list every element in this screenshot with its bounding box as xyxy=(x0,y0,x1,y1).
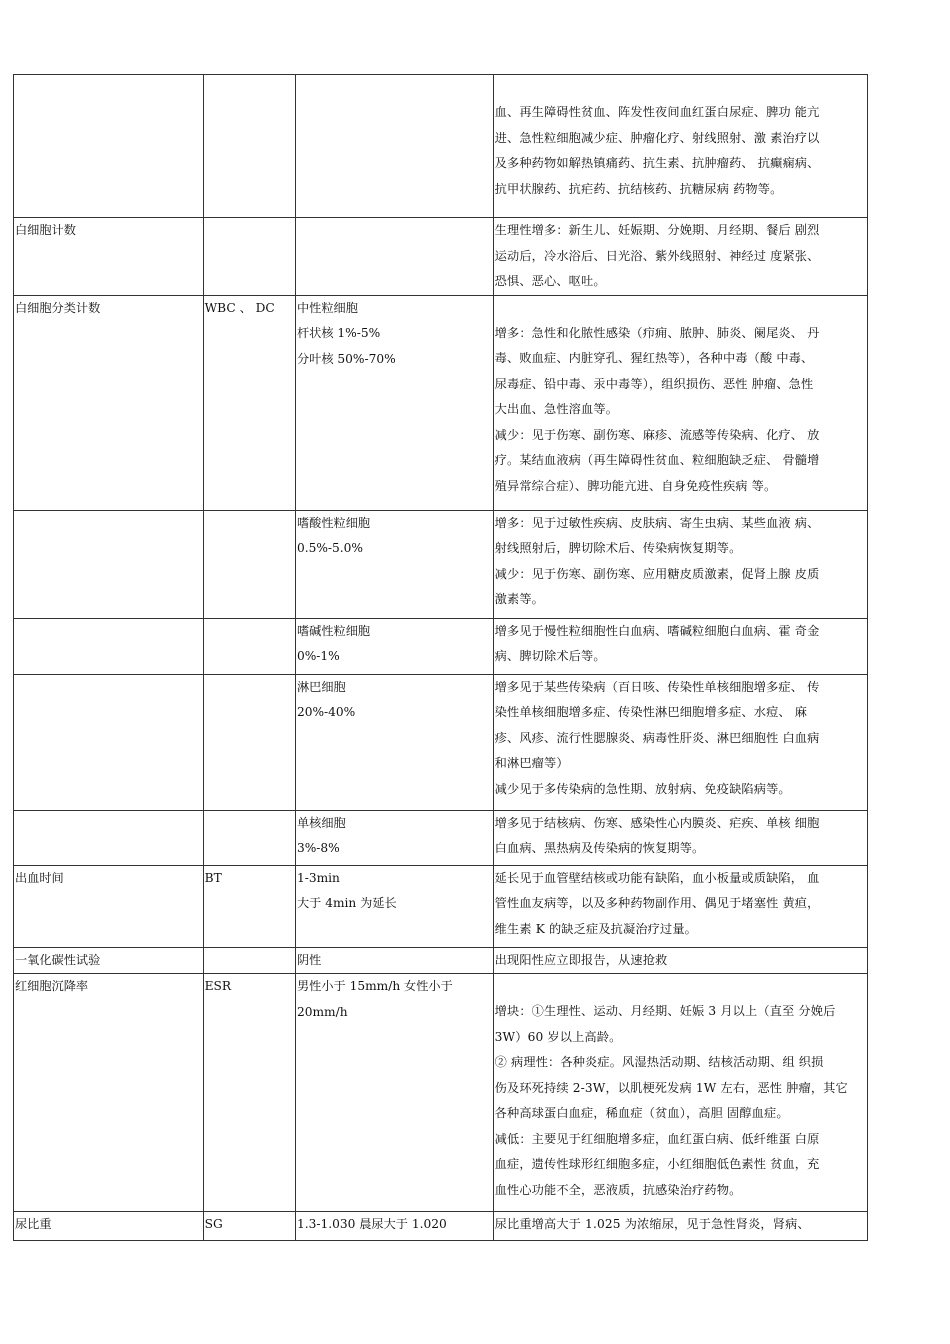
item-name-cell xyxy=(14,674,204,810)
reference-range-line: 0%-1% xyxy=(296,649,340,663)
reference-range-cell xyxy=(295,974,493,1212)
clinical-significance-line: 增多：见于过敏性疾病、皮肤病、寄生虫病、某些血液 病、 xyxy=(494,515,820,530)
clinical-significance-line: 射线照射后，脾切除术后、传染病恢复期等。 xyxy=(494,541,742,555)
clinical-significance-line: 减少：见于伤寒、副伤寒、麻疹、流感等传染病、化疗、 放 xyxy=(494,427,820,442)
item-name-cell xyxy=(14,810,204,865)
reference-range-line: 20mm/h xyxy=(296,1004,348,1019)
reference-range-cell xyxy=(295,75,493,218)
clinical-significance-line: 生理性增多：新生儿、妊娠期、分娩期、月经期、餐后 剧烈 xyxy=(494,223,820,237)
reference-range-line: 0.5%-5.0% xyxy=(296,541,364,555)
clinical-significance-line: 殖异常综合症）、脾功能亢进、自身免疫性疾病 等。 xyxy=(494,478,777,493)
clinical-significance-cell xyxy=(493,218,867,296)
clinical-significance-cell xyxy=(493,510,867,618)
clinical-significance-line: 增多：急性和化脓性感染（疖痈、脓肿、肺炎、阑尾炎、 丹 xyxy=(494,325,820,340)
clinical-significance-line: 和淋巴瘤等） xyxy=(494,756,569,770)
table-row xyxy=(14,947,868,974)
clinical-significance-line: 白血病、黑热病及传染病的恢复期等。 xyxy=(494,841,705,855)
table-body xyxy=(14,75,868,1241)
clinical-significance-line: 管性血友病等，以及多种药物副作用、偶见于堵塞性 黄疸， xyxy=(494,896,820,910)
reference-range-line: 嗜酸性粒细胞 xyxy=(296,515,371,530)
clinical-significance-cell xyxy=(493,674,867,810)
abbreviation-cell xyxy=(203,865,295,947)
abbreviation-cell xyxy=(203,674,295,810)
blank-line xyxy=(495,974,867,999)
item-name: 白细胞分类计数 xyxy=(15,300,101,315)
item-name: 白细胞计数 xyxy=(15,223,76,237)
reference-range-line: 1.3-1.030 晨尿大于 1.020 xyxy=(296,1217,447,1231)
abbreviation-cell xyxy=(203,218,295,296)
item-name: 出血时间 xyxy=(15,870,64,885)
clinical-significance-cell xyxy=(493,1212,867,1241)
item-abbreviation: ESR xyxy=(204,979,232,993)
clinical-significance-line: ② 病理性：各种炎症。风湿热活动期、结核活动期、组 织损 xyxy=(494,1055,824,1069)
table-row xyxy=(14,218,868,296)
table-row xyxy=(14,810,868,865)
table-row xyxy=(14,974,868,1212)
clinical-significance-line: 3W）60 岁以上高龄。 xyxy=(494,1029,622,1044)
item-name-cell xyxy=(14,865,204,947)
item-name-cell xyxy=(14,75,204,218)
reference-range-cell xyxy=(295,674,493,810)
clinical-significance-line: 减少见于多传染病的急性期、放射病、免疫缺陷病等。 xyxy=(494,781,791,796)
item-name-cell xyxy=(14,510,204,618)
table-row xyxy=(14,1212,868,1241)
clinical-significance-line: 激素等。 xyxy=(494,592,545,606)
clinical-significance-line: 血性心功能不全，恶液质，抗感染治疗药物。 xyxy=(494,1182,742,1197)
clinical-significance-line: 毒、败血症、内脏穿孔、猩红热等），各种中毒（酸 中毒、 xyxy=(494,351,814,365)
reference-table xyxy=(13,74,868,1241)
item-name-cell xyxy=(14,618,204,674)
abbreviation-cell xyxy=(203,1212,295,1241)
clinical-significance-cell xyxy=(493,810,867,865)
reference-range-line: 大于 4min 为延长 xyxy=(296,896,397,910)
clinical-significance-line: 尿比重增高大于 1.025 为浓缩尿，见于急性肾炎，肾病、 xyxy=(494,1217,810,1231)
reference-range-line: 单核细胞 xyxy=(296,815,346,830)
table-row xyxy=(14,75,868,218)
abbreviation-cell xyxy=(203,947,295,974)
reference-range-cell xyxy=(295,810,493,865)
clinical-significance-line: 及多种药物如解热镇痛药、抗生素、抗肿瘤药、 抗癫痫病、 xyxy=(494,156,820,170)
abbreviation-cell xyxy=(203,618,295,674)
clinical-significance-line: 病、脾切除术后等。 xyxy=(494,649,606,663)
reference-range-cell xyxy=(295,1212,493,1241)
clinical-significance-line: 运动后，冷水浴后、日光浴、紫外线照射、神经过 度紧张、 xyxy=(494,248,820,263)
table-row xyxy=(14,295,868,510)
reference-range-line: 20%-40% xyxy=(296,705,356,719)
clinical-significance-line: 抗甲状腺药、抗疟药、抗结核药、抗糖尿病 药物等。 xyxy=(494,181,783,196)
item-abbreviation: WBC 、 DC xyxy=(204,300,275,315)
clinical-significance-line: 尿毒症、铅中毒、汞中毒等），组织损伤、恶性 肿瘤、急性 xyxy=(494,376,814,391)
item-name-cell xyxy=(14,1212,204,1241)
clinical-significance-line: 血、再生障碍性贫血、阵发性夜间血红蛋白尿症、脾功 能亢 xyxy=(494,105,820,119)
item-name-cell xyxy=(14,974,204,1212)
item-name-cell xyxy=(14,947,204,974)
clinical-significance-line: 减少：见于伤寒、副伤寒、应用糖皮质激素，促肾上腺 皮质 xyxy=(494,566,820,581)
abbreviation-cell xyxy=(203,295,295,510)
item-name-cell xyxy=(14,295,204,510)
clinical-significance-cell xyxy=(493,75,867,218)
item-name-cell xyxy=(14,218,204,296)
reference-range-cell xyxy=(295,865,493,947)
reference-range-line: 杆状核 1%-5% xyxy=(296,326,381,340)
clinical-significance-line: 进、急性粒细胞减少症、肿瘤化疗、射线照射、激 素治疗以 xyxy=(494,130,820,145)
abbreviation-cell xyxy=(203,974,295,1212)
item-abbreviation: BT xyxy=(204,870,222,885)
clinical-significance-line: 血症，遗传性球形红细胞多症，小红细胞低色素性 贫血，充 xyxy=(494,1157,820,1171)
clinical-significance-line: 增块：①生理性、运动、月经期、妊娠 3 月以上（直至 分娩后 xyxy=(494,1004,836,1018)
clinical-significance-line: 疗。某结血液病（再生障碍性贫血、粒细胞缺乏症、 骨髓增 xyxy=(494,453,820,467)
clinical-significance-cell xyxy=(493,295,867,510)
table-row xyxy=(14,618,868,674)
reference-range-line: 阴性 xyxy=(296,952,322,967)
reference-range-line: 中性粒细胞 xyxy=(296,300,358,315)
reference-range-line: 淋巴细胞 xyxy=(296,679,346,694)
clinical-significance-line: 染性单核细胞增多症、传染性淋巴细胞增多症、水痘、 麻 xyxy=(494,705,808,719)
item-name: 一氧化碳性试验 xyxy=(15,952,101,967)
clinical-significance-cell xyxy=(493,974,867,1212)
clinical-significance-line: 各种高球蛋白血症，稀血症（贫血），高胆 固醇血症。 xyxy=(494,1106,789,1120)
clinical-significance-line: 延长见于血管壁结核或功能有缺陷，血小板量或质缺陷， 血 xyxy=(494,870,820,885)
reference-range-cell xyxy=(295,947,493,974)
item-name: 尿比重 xyxy=(15,1217,52,1231)
abbreviation-cell xyxy=(203,810,295,865)
item-abbreviation: SG xyxy=(204,1217,223,1231)
reference-range-line: 男性小于 15mm/h 女性小于 xyxy=(296,979,453,993)
abbreviation-cell xyxy=(203,510,295,618)
reference-range-cell xyxy=(295,510,493,618)
blank-line xyxy=(495,296,867,321)
reference-range-line: 1-3min xyxy=(296,870,340,885)
clinical-significance-cell xyxy=(493,618,867,674)
clinical-significance-line: 伤及环死持续 2-3W，以肌梗死发病 1W 左右，恶性 肿瘤，其它 xyxy=(494,1080,848,1095)
reference-range-cell xyxy=(295,618,493,674)
abbreviation-cell xyxy=(203,75,295,218)
clinical-significance-line: 疹、风疹、流行性腮腺炎、病毒性肝炎、淋巴细胞性 白血病 xyxy=(494,730,820,745)
clinical-significance-line: 恐惧、恶心、呕吐。 xyxy=(494,274,606,288)
clinical-significance-line: 增多见于结核病、伤寒、感染性心内膜炎、疟疾、单核 细胞 xyxy=(494,815,820,830)
item-name: 红细胞沉降率 xyxy=(15,979,89,993)
blank-line xyxy=(495,75,867,100)
table-row xyxy=(14,510,868,618)
table-row xyxy=(14,865,868,947)
clinical-significance-cell xyxy=(493,947,867,974)
clinical-significance-line: 增多见于慢性粒细胞性白血病、嗜碱粒细胞白血病、霍 奇金 xyxy=(494,623,820,638)
clinical-significance-line: 维生素 K 的缺乏症及抗凝治疗过量。 xyxy=(494,921,698,936)
clinical-significance-line: 大出血、急性溶血等。 xyxy=(494,402,619,416)
clinical-significance-cell xyxy=(493,865,867,947)
reference-range-line: 3%-8% xyxy=(296,841,340,855)
reference-range-cell xyxy=(295,218,493,296)
table-row xyxy=(14,674,868,810)
reference-range-line: 嗜碱性粒细胞 xyxy=(296,623,371,638)
clinical-significance-line: 减低：主要见于红细胞增多症，血红蛋白病、低纤维蛋 白原 xyxy=(494,1131,820,1146)
clinical-significance-line: 增多见于某些传染病（百日咳、传染性单核细胞增多症、 传 xyxy=(494,679,820,694)
clinical-significance-line: 出现阳性应立即报告，从速抢救 xyxy=(494,952,668,967)
reference-range-cell xyxy=(295,295,493,510)
reference-range-line: 分叶核 50%-70% xyxy=(296,351,396,366)
